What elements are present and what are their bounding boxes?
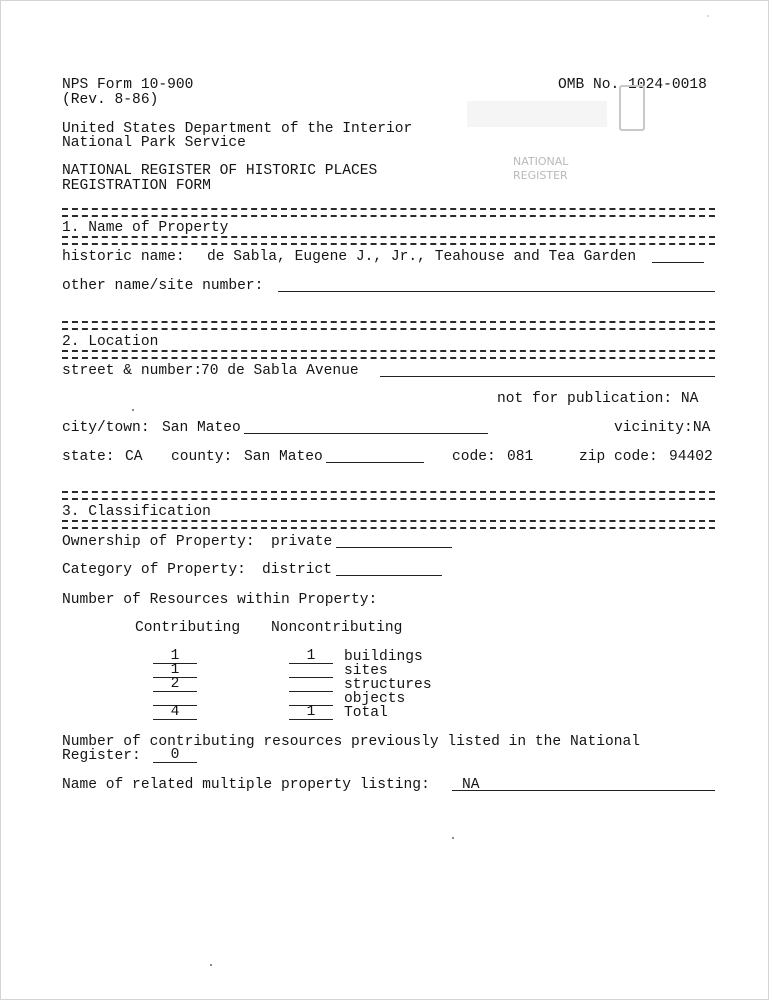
resource-label: buildings <box>344 649 423 665</box>
city-underline <box>244 433 488 434</box>
multiple-listing-value: NA <box>462 777 480 793</box>
multiple-listing-underline <box>452 790 715 791</box>
resource-label: objects <box>344 691 406 707</box>
noncontributing-blank <box>289 677 333 678</box>
street-value: 70 de Sabla Avenue <box>201 363 359 379</box>
register-title: NATIONAL REGISTER OF HISTORIC PLACES <box>62 163 378 179</box>
noncontributing-blank <box>289 691 333 692</box>
section3-heading: 3. Classification <box>62 504 211 520</box>
county-label: county: <box>171 449 233 465</box>
received-stamp-mark <box>619 85 645 131</box>
category-value: district <box>262 562 333 578</box>
service-name: National Park Service <box>62 135 246 151</box>
category-underline <box>336 575 442 576</box>
received-stamp-smudge <box>467 101 607 127</box>
state-value: CA <box>125 449 143 465</box>
resource-label: Total <box>344 705 388 721</box>
noncontributing-count: 1 <box>306 648 316 664</box>
col-noncontributing: Noncontributing <box>271 620 403 636</box>
section-divider <box>62 208 715 217</box>
zip-label: zip code: <box>579 449 658 465</box>
scan-speck <box>452 837 454 839</box>
contributing-count: 4 <box>170 704 180 720</box>
form-number: NPS Form 10-900 <box>62 77 194 93</box>
previously-listed-count: 0 <box>170 747 180 763</box>
multiple-listing-label: Name of related multiple property listing: <box>62 777 430 793</box>
state-label: state: <box>62 449 115 465</box>
ownership-value: private <box>271 534 333 550</box>
code-value: 081 <box>507 449 534 465</box>
stamp-national: NATIONAL <box>513 155 569 168</box>
code-label: code: <box>452 449 496 465</box>
section-divider <box>62 236 715 245</box>
ownership-label: Ownership of Property: <box>62 534 255 550</box>
county-underline <box>326 462 424 463</box>
historic-name-underline <box>652 262 704 263</box>
col-contributing: Contributing <box>135 620 241 636</box>
not-for-publication: not for publication: NA <box>497 391 699 407</box>
city-value: San Mateo <box>162 420 241 436</box>
noncontributing-blank <box>289 704 333 720</box>
contributing-count: 2 <box>170 676 180 692</box>
scan-speck <box>707 15 709 17</box>
vicinity: vicinity:NA <box>614 420 711 436</box>
noncontributing-count: 1 <box>306 704 316 720</box>
street-label: street & number: <box>62 363 203 379</box>
previously-listed-blank <box>153 747 197 763</box>
section2-heading: 2. Location <box>62 334 159 350</box>
section-divider <box>62 520 715 529</box>
contributing-count: 1 <box>170 662 180 678</box>
resource-label: structures <box>344 677 432 693</box>
contributing-count: 1 <box>170 648 180 664</box>
contributing-blank <box>153 676 197 692</box>
section-divider <box>62 350 715 359</box>
county-value: San Mateo <box>244 449 323 465</box>
resources-label: Number of Resources within Property: <box>62 592 378 608</box>
other-name-label: other name/site number: <box>62 278 264 294</box>
resource-label: sites <box>344 663 388 679</box>
form-title: REGISTRATION FORM <box>62 178 211 194</box>
scan-speck <box>132 409 134 411</box>
historic-name-value: de Sabla, Eugene J., Jr., Teahouse and Tea Garden <box>207 249 637 265</box>
previously-listed-register-label: Register: <box>62 748 141 764</box>
category-label: Category of Property: <box>62 562 246 578</box>
section-divider <box>62 491 715 500</box>
department-name: United States Department of the Interior <box>62 121 413 137</box>
zip-value: 94402 <box>669 449 713 465</box>
scan-speck <box>210 964 212 966</box>
stamp-register: REGISTER <box>513 169 568 182</box>
omb-number: OMB No. 1024-0018 <box>558 77 707 93</box>
other-name-field <box>278 291 715 292</box>
ownership-underline <box>336 547 452 548</box>
noncontributing-blank <box>289 648 333 664</box>
section-divider <box>62 321 715 330</box>
form-revision: (Rev. 8-86) <box>62 92 159 108</box>
section1-heading: 1. Name of Property <box>62 220 229 236</box>
historic-name-label: historic name: <box>62 249 185 265</box>
previously-listed-text: Number of contributing resources previously listed in the National <box>62 734 641 750</box>
contributing-blank <box>153 704 197 720</box>
street-underline <box>380 376 715 377</box>
city-label: city/town: <box>62 420 150 436</box>
